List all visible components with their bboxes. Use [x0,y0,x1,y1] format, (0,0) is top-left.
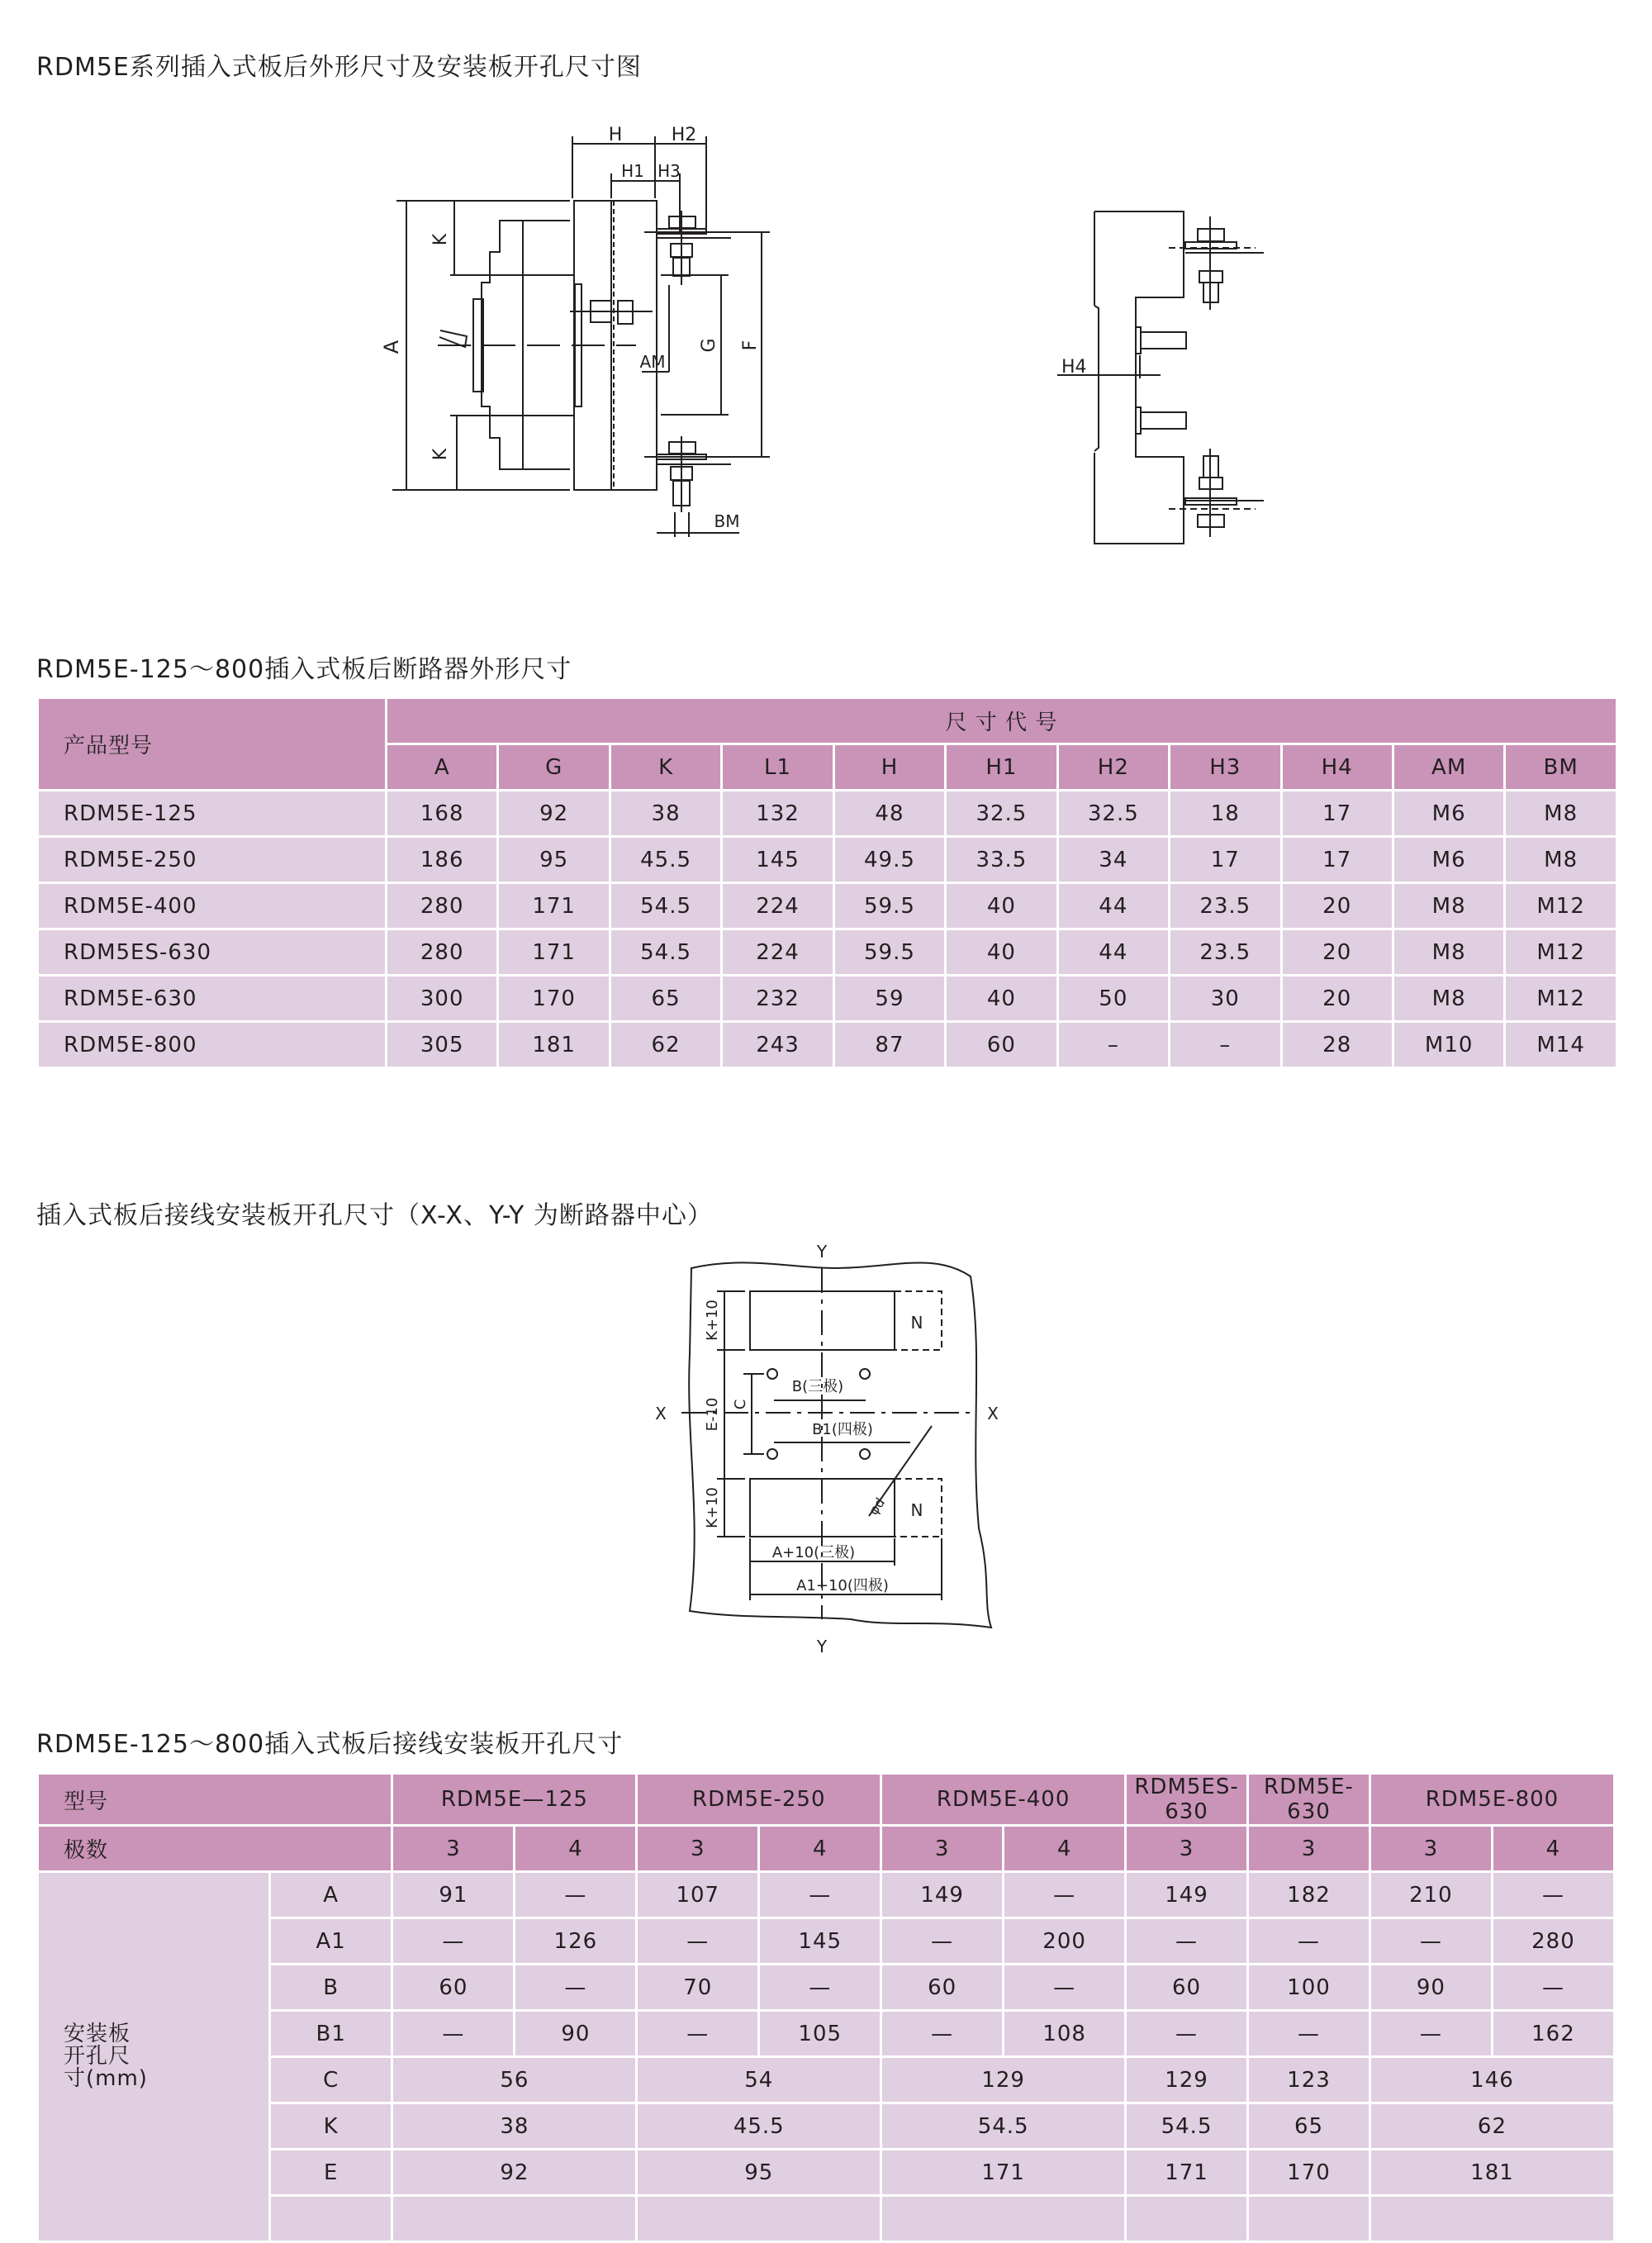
value-cell: 45.5 [637,2103,881,2150]
value-cell: 105 [759,2011,881,2057]
value-cell: 30 [1170,976,1281,1022]
value-cell: — [1248,2011,1370,2057]
table-row [38,791,1617,837]
param-cell: A1 [269,1918,392,1965]
value-cell: M12 [1505,883,1617,929]
dim-label-h: H [608,125,623,145]
value-cell: — [1248,1918,1370,1965]
poles-cell: 3 [1248,1826,1370,1872]
value-cell: 90 [1370,1965,1492,2011]
poles-cell: 3 [881,1826,1004,1872]
value-cell: 23.5 [1170,929,1281,976]
value-cell: 33.5 [946,837,1057,883]
value-cell: 91 [392,1872,515,1918]
value-cell: M6 [1393,837,1504,883]
value-cell: 60 [946,1022,1057,1068]
dim-label-e10: E-10 [704,1397,721,1432]
value-cell: 182 [1248,1872,1370,1918]
value-cell: — [1492,1965,1614,2011]
value-cell: 54.5 [881,2103,1126,2150]
value-cell: 149 [1126,1872,1248,1918]
side-outline-drawing [372,116,834,611]
param-cell: K [269,2103,392,2150]
dimension-group-label: 安装板 开孔尺 寸(mm) [38,1872,270,2242]
model-column-header: RDM5E—125 [392,1774,637,1826]
value-cell: 62 [610,1022,721,1068]
value-cell: — [637,2011,759,2057]
value-cell: — [759,1872,881,1918]
dim-label-c: C [732,1399,749,1410]
value-cell: 48 [833,791,945,837]
value-cell [637,2196,881,2242]
dim-label-k-top: K [430,233,451,246]
model-cell: RDM5E-800 [38,1022,387,1068]
value-cell: — [515,1965,637,2011]
value-cell: 45.5 [610,837,721,883]
value-cell: M8 [1505,791,1617,837]
column-header-h1: H1 [946,744,1057,791]
value-cell [1370,2196,1614,2242]
value-cell: 95 [498,837,610,883]
value-cell: 50 [1057,976,1169,1022]
value-cell: – [1057,1022,1169,1068]
value-cell: 171 [498,929,610,976]
value-cell: 59.5 [833,929,945,976]
value-cell: 145 [759,1918,881,1965]
value-cell: 300 [387,976,498,1022]
value-cell: 145 [722,837,833,883]
value-cell: 23.5 [1170,883,1281,929]
column-header-k: K [610,744,721,791]
rear-outline-drawing [1041,198,1305,562]
cutout-dimensions-table [36,1772,1616,2243]
value-cell: 40 [946,976,1057,1022]
value-cell: 129 [1126,2057,1248,2103]
value-cell: — [1370,1918,1492,1965]
value-cell: 171 [1126,2150,1248,2196]
value-cell: 44 [1057,883,1169,929]
table-row-partial [38,2196,1615,2242]
table-row [38,837,1617,883]
dim-label-h1: H1 [621,161,644,181]
value-cell: 123 [1248,2057,1370,2103]
value-cell: 280 [387,929,498,976]
value-cell: 181 [498,1022,610,1068]
value-cell: 171 [881,2150,1126,2196]
value-cell: 54.5 [1126,2103,1248,2150]
value-cell: — [881,1918,1004,1965]
model-column-header: RDM5E-800 [1370,1774,1614,1826]
param-cell [269,2196,392,2242]
value-cell: 90 [515,2011,637,2057]
dim-label-k10-top: K+10 [704,1300,721,1341]
table-row [38,1872,1615,1918]
value-cell: 243 [722,1022,833,1068]
table-row [38,1022,1617,1068]
value-cell: 168 [387,791,498,837]
poles-cell: 3 [1370,1826,1492,1872]
value-cell: — [515,1872,637,1918]
panel-cutout-drawing [644,1231,1016,1694]
value-cell: — [1004,1965,1126,2011]
column-header-l1: L1 [722,744,833,791]
model-header: 产品型号 [38,698,387,791]
value-cell: M14 [1505,1022,1617,1068]
value-cell: 49.5 [833,837,945,883]
table-row [38,976,1617,1022]
table-row [38,1965,1615,2011]
model-cell: RDM5E-630 [38,976,387,1022]
dim-label-g: G [699,338,719,353]
table-row [38,2011,1615,2057]
value-cell: 20 [1281,929,1393,976]
param-cell: B1 [269,2011,392,2057]
value-cell: 132 [722,791,833,837]
value-cell: 210 [1370,1872,1492,1918]
column-header-a: A [387,744,498,791]
dim-label-b1: B1(四极) [812,1421,873,1438]
value-cell [881,2196,1126,2242]
param-cell: E [269,2150,392,2196]
dim-label-bm: BM [714,511,740,531]
neutral-label-top: N [910,1313,923,1333]
axis-label-y-bottom: Y [816,1637,828,1656]
value-cell: 107 [637,1872,759,1918]
value-cell: — [1126,1918,1248,1965]
value-cell: 32.5 [1057,791,1169,837]
value-cell: 60 [881,1965,1004,2011]
value-cell: M8 [1393,929,1504,976]
value-cell: – [1170,1022,1281,1068]
value-cell: 38 [610,791,721,837]
value-cell: 62 [1370,2103,1614,2150]
value-cell: 200 [1004,1918,1126,1965]
value-cell: 162 [1492,2011,1614,2057]
column-header-bm: BM [1505,744,1617,791]
value-cell: 38 [392,2103,637,2150]
value-cell: 108 [1004,2011,1126,2057]
column-header-h2: H2 [1057,744,1169,791]
value-cell [392,2196,637,2242]
value-cell: 65 [1248,2103,1370,2150]
axis-label-y-top: Y [816,1242,828,1262]
value-cell: 54.5 [610,883,721,929]
value-cell: M6 [1393,791,1504,837]
value-cell: 280 [387,883,498,929]
dim-label-k-bottom: K [430,448,451,461]
table-row [38,883,1617,929]
value-cell: — [881,2011,1004,2057]
outline-table-title: RDM5E-125～800插入式板后断路器外形尺寸 [36,655,572,684]
column-header-am: AM [1393,744,1504,791]
dim-label-k10-bottom: K+10 [704,1487,721,1528]
model-cell: RDM5E-400 [38,883,387,929]
value-cell: 149 [881,1872,1004,1918]
value-cell [1126,2196,1248,2242]
value-cell: 59 [833,976,945,1022]
model-cell: RDM5E-250 [38,837,387,883]
neutral-label-bottom: N [910,1500,923,1520]
value-cell: 40 [946,929,1057,976]
value-cell: — [392,1918,515,1965]
model-column-header: RDM5ES-630 [1126,1774,1248,1826]
value-cell: — [1004,1872,1126,1918]
value-cell: 44 [1057,929,1169,976]
value-cell: 40 [946,883,1057,929]
column-header-g: G [498,744,610,791]
column-header-h4: H4 [1281,744,1393,791]
dim-label-h3: H3 [657,161,681,181]
value-cell: 92 [498,791,610,837]
value-cell: 92 [392,2150,637,2196]
value-cell: 17 [1281,791,1393,837]
param-cell: A [269,1872,392,1918]
axis-label-x-left: X [655,1404,667,1423]
value-cell: — [637,1918,759,1965]
dim-label-h4: H4 [1061,357,1087,378]
table-row [38,2150,1615,2196]
column-header-h3: H3 [1170,744,1281,791]
value-cell: 95 [637,2150,881,2196]
dim-label-am: AM [639,352,666,372]
value-cell: 34 [1057,837,1169,883]
value-cell: M8 [1393,883,1504,929]
dim-label-a: A [380,340,403,354]
value-cell: 32.5 [946,791,1057,837]
value-cell: 146 [1370,2057,1614,2103]
param-cell: B [269,1965,392,2011]
poles-label: 极数 [38,1826,392,1872]
value-cell: — [392,2011,515,2057]
table-row [38,1918,1615,1965]
value-cell: 54.5 [610,929,721,976]
value-cell: 20 [1281,883,1393,929]
value-cell: 224 [722,929,833,976]
value-cell: M8 [1393,976,1504,1022]
value-cell: 181 [1370,2150,1614,2196]
poles-cell: 4 [1004,1826,1126,1872]
value-cell: 54 [637,2057,881,2103]
poles-cell: 4 [515,1826,637,1872]
model-cell: RDM5E-125 [38,791,387,837]
poles-cell: 4 [1492,1826,1614,1872]
value-cell: — [1370,2011,1492,2057]
value-cell: 17 [1170,837,1281,883]
param-cell: C [269,2057,392,2103]
cutout-table-title: RDM5E-125～800插入式板后接线安装板开孔尺寸 [36,1730,624,1759]
model-label: 型号 [38,1774,392,1826]
model-column-header: RDM5E-630 [1248,1774,1370,1826]
value-cell: M10 [1393,1022,1504,1068]
value-cell: — [759,1965,881,2011]
value-cell: 224 [722,883,833,929]
poles-cell: 3 [1126,1826,1248,1872]
value-cell: 56 [392,2057,637,2103]
value-cell: 59.5 [833,883,945,929]
outline-dimensions-table [36,696,1618,1069]
value-cell: M8 [1505,837,1617,883]
poles-cell: 4 [759,1826,881,1872]
axis-label-x-right: X [987,1404,999,1423]
value-cell: — [1126,2011,1248,2057]
model-column-header: RDM5E-250 [637,1774,881,1826]
value-cell: 186 [387,837,498,883]
value-cell: 18 [1170,791,1281,837]
value-cell: 305 [387,1022,498,1068]
dim-label-a110: A1+10(四极) [796,1577,889,1594]
model-column-header: RDM5E-400 [881,1774,1126,1826]
value-cell: 126 [515,1918,637,1965]
table-row [38,2057,1615,2103]
value-cell: 280 [1492,1918,1614,1965]
poles-cell: 3 [637,1826,759,1872]
value-cell: 129 [881,2057,1126,2103]
table-row [38,929,1617,976]
dimension-code-header: 尺 寸 代 号 [387,698,1617,744]
value-cell: 65 [610,976,721,1022]
dim-label-f: F [740,340,761,351]
value-cell: 170 [1248,2150,1370,2196]
column-header-h: H [833,744,945,791]
poles-cell: 3 [392,1826,515,1872]
dim-label-phid: φd [865,1495,889,1518]
value-cell: 60 [1126,1965,1248,2011]
value-cell: M12 [1505,976,1617,1022]
main-title: RDM5E系列插入式板后外形尺寸及安装板开孔尺寸图 [36,53,642,82]
value-cell: 60 [392,1965,515,2011]
model-cell: RDM5ES-630 [38,929,387,976]
value-cell: M12 [1505,929,1617,976]
value-cell: 17 [1281,837,1393,883]
value-cell: 232 [722,976,833,1022]
table-row [38,2103,1615,2150]
dim-label-a10: A+10(三极) [771,1544,856,1561]
value-cell: — [1492,1872,1614,1918]
dim-label-b: B(三极) [791,1378,844,1395]
cutout-drawing-title: 插入式板后接线安装板开孔尺寸（X-X、Y-Y 为断路器中心） [36,1201,713,1230]
value-cell [1248,2196,1370,2242]
value-cell: 100 [1248,1965,1370,2011]
dim-label-h2: H2 [671,125,697,145]
value-cell: 171 [498,883,610,929]
value-cell: 20 [1281,976,1393,1022]
value-cell: 170 [498,976,610,1022]
value-cell: 87 [833,1022,945,1068]
value-cell: 70 [637,1965,759,2011]
value-cell: 28 [1281,1022,1393,1068]
